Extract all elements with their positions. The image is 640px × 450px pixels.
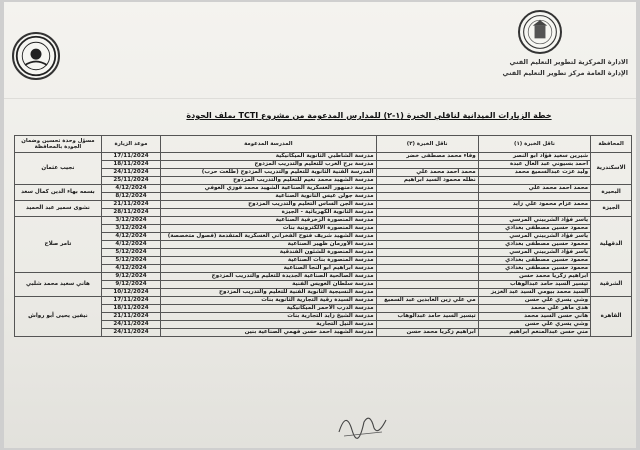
col-trainer-1: ناقل الخبرة (١) xyxy=(478,136,590,153)
table-row xyxy=(15,225,632,233)
cell-date: 8/12/2024 xyxy=(101,193,160,201)
cell-trainer-1: مني حسن عبدالمنعم ابراهيم xyxy=(478,329,590,337)
table-row xyxy=(15,281,632,289)
cell-date: 5/12/2024 xyxy=(101,249,160,257)
cell-responsible: بسمه بهاء الدين كمال سعد xyxy=(15,185,102,201)
cell-trainer-1: ابراهيم زكريا محمد حسن xyxy=(478,273,590,281)
cell-date: 18/11/2024 xyxy=(101,305,160,313)
cell-date: 24/11/2024 xyxy=(101,329,160,337)
cell-school: مدرسة جولن عيس الثانوية الصناعية xyxy=(161,193,376,201)
table-row xyxy=(15,209,632,217)
cell-school: مدرسة الشهيد احمد حسن فهمي الصناعية بنين xyxy=(161,329,376,337)
cell-school: المدرسة الفنية الثانوية للتعليم والتدريب المزدوج (طلعت حرب) xyxy=(161,169,376,177)
cell-school: مدرسة الشهيد محمد نعيم للتعليم والتدريب المزدوج xyxy=(161,177,376,185)
table-row xyxy=(15,329,632,337)
cell-trainer-2 xyxy=(376,217,478,225)
col-school: المدرسة المدعومة xyxy=(161,136,376,153)
cell-date: 4/12/2024 xyxy=(101,233,160,241)
cell-trainer-1: شيرين سعيد فؤاد أبو النصر xyxy=(478,153,590,161)
cell-trainer-1: محمود حسين مصطفى بغدادي xyxy=(478,257,590,265)
cell-date: 21/11/2024 xyxy=(101,201,160,209)
cell-trainer-2 xyxy=(376,225,478,233)
cell-trainer-2: تيسير السيد حامد عبدالوهاب xyxy=(376,313,478,321)
cell-trainer-2 xyxy=(376,241,478,249)
cell-trainer-1: وليد عزت عبدالسميع محمد xyxy=(478,169,590,177)
table-row xyxy=(15,305,632,313)
cell-date: 3/12/2024 xyxy=(101,217,160,225)
cell-responsible: تامر صلاح xyxy=(15,217,102,273)
cell-school: مدرسة ابراهيم ابو النجا الصناعية xyxy=(161,265,376,273)
cell-responsible: نشوى سمير عبد الحميد xyxy=(15,201,102,217)
cell-trainer-1: محمود حسين مصطفى بغدادي xyxy=(478,265,590,273)
signature-image xyxy=(334,402,394,442)
cell-school: مدرسة الاورمان ظهير الصناعية xyxy=(161,241,376,249)
cell-trainer-1: ياسر فؤاد الشربيني المرسي xyxy=(478,249,590,257)
page-title: خطة الزيارات الميدانية لناقلي الخبرة (١-٢) للمدارس المدعومة من مشروع TCTI بملف الجودة xyxy=(186,111,552,120)
cell-trainer-2 xyxy=(376,233,478,241)
cell-responsible: نجيب عثمان xyxy=(15,153,102,185)
cell-governorate: الاسكندرية xyxy=(591,153,632,185)
table-row xyxy=(15,265,632,273)
cell-governorate: الشرقية xyxy=(591,273,632,297)
cell-date: 25/11/2024 xyxy=(101,177,160,185)
table-row xyxy=(15,193,632,201)
cell-date: 17/11/2024 xyxy=(101,297,160,305)
cell-date: 4/12/2024 xyxy=(101,265,160,273)
cell-date: 10/12/2024 xyxy=(101,289,160,297)
ministry-emblem-icon xyxy=(518,10,562,54)
cell-trainer-1: وشي يسري علي حسن xyxy=(478,321,590,329)
cell-trainer-1 xyxy=(478,177,590,185)
cell-date: 21/11/2024 xyxy=(101,313,160,321)
cell-trainer-2 xyxy=(376,193,478,201)
cell-trainer-1: السيد محمد بيومي السيد عبد العزيز xyxy=(478,289,590,297)
cell-date: 24/11/2024 xyxy=(101,321,160,329)
cell-school: مدرسة السيدة رقية التجارية الثانوية بنات xyxy=(161,297,376,305)
table-row xyxy=(15,321,632,329)
cell-trainer-1: محمود حسين مصطفى بغدادي xyxy=(478,225,590,233)
table-row xyxy=(15,201,632,209)
table-row xyxy=(15,249,632,257)
cell-school: مدرسة الشيخ زايد التجارية بنات xyxy=(161,313,376,321)
table-row xyxy=(15,169,632,177)
table-row xyxy=(15,217,632,225)
cell-responsible: هاني سعيد محمد شلبي xyxy=(15,273,102,297)
page-fold xyxy=(4,98,636,99)
col-responsible: مسؤل وحدة تحسين وضمان الجودة بالمحافظة xyxy=(15,136,102,153)
table-row xyxy=(15,185,632,193)
table-body xyxy=(15,153,632,337)
cell-date: 4/12/2024 xyxy=(101,241,160,249)
cell-trainer-2 xyxy=(376,321,478,329)
table-row xyxy=(15,153,632,161)
cell-trainer-2: نظله محمود السيد ابراهيم xyxy=(376,177,478,185)
cell-trainer-2 xyxy=(376,185,478,193)
cell-governorate: الدقهلية xyxy=(591,217,632,273)
cell-trainer-2: وفاء محمد مصطفى خضر xyxy=(376,153,478,161)
cell-school: مدرسة الثانوية الكهربائية - الجيزة xyxy=(161,209,376,217)
visits-table xyxy=(14,135,632,337)
cell-trainer-2 xyxy=(376,281,478,289)
cell-date: 28/11/2024 xyxy=(101,209,160,217)
cell-trainer-2 xyxy=(376,201,478,209)
cell-school: مدرسة دمنهور العسكرية الصناعية الشهيد محمد فوزي العوفي xyxy=(161,185,376,193)
table-row xyxy=(15,241,632,249)
department-line-2: الإدارة العامة مركز تطوير التعليم الفني xyxy=(502,69,628,77)
cell-school: مدرسة المنصورة الالكترونية بنات xyxy=(161,225,376,233)
cell-trainer-1: هاني حسن السيد محمد xyxy=(478,313,590,321)
cell-trainer-2: محمد احمد محمد علي xyxy=(376,169,478,177)
cell-date: 18/11/2024 xyxy=(101,161,160,169)
cell-trainer-1: ياسر فؤاد الشربيني المرسي xyxy=(478,233,590,241)
cell-trainer-1: محمود حسين مصطفى بغدادي xyxy=(478,241,590,249)
center-logo-icon xyxy=(12,32,60,80)
cell-trainer-1: ياسر فؤاد الشربيني المرسي xyxy=(478,217,590,225)
cell-school: مدرسة النسيجية الثانوية الفنية للتعليم والتدريب المزدوج xyxy=(161,289,376,297)
cell-school: مدرسة الجن الساس التعليم والتدريب المزدوج xyxy=(161,201,376,209)
table-row xyxy=(15,177,632,185)
cell-date: 17/11/2024 xyxy=(101,153,160,161)
col-trainer-2: ناقل الخبرة (٢) xyxy=(376,136,478,153)
cell-date: 3/12/2024 xyxy=(101,225,160,233)
cell-school: مدرسة المنصورة الزخرفية الصناعية xyxy=(161,217,376,225)
table-row xyxy=(15,297,632,305)
cell-trainer-2 xyxy=(376,249,478,257)
table-row xyxy=(15,257,632,265)
cell-trainer-2 xyxy=(376,209,478,217)
table-row xyxy=(15,161,632,169)
cell-school: مدرسة المنصورة للشئون الفندقية xyxy=(161,249,376,257)
cell-school: مدرسة سلطان العويس الفنية xyxy=(161,281,376,289)
cell-trainer-2 xyxy=(376,265,478,273)
table-row xyxy=(15,233,632,241)
cell-trainer-2: مي علي زين العابدين عبد السميع xyxy=(376,297,478,305)
cell-date: 4/12/2024 xyxy=(101,185,160,193)
cell-school: مدرسة الدرب الأحمر الميكانيكية xyxy=(161,305,376,313)
cell-date: 9/12/2024 xyxy=(101,281,160,289)
cell-date: 5/12/2024 xyxy=(101,257,160,265)
department-line-1: الادارة المركزية لتطوير التعليم الفني xyxy=(509,58,628,66)
cell-responsible: نيفين يحيى أبو رواش xyxy=(15,297,102,337)
table-row xyxy=(15,273,632,281)
cell-trainer-2 xyxy=(376,257,478,265)
cell-governorate: القاهرة xyxy=(591,297,632,337)
cell-date: 9/12/2024 xyxy=(101,273,160,281)
cell-trainer-1 xyxy=(478,209,590,217)
col-date: موعد الزيارة xyxy=(101,136,160,153)
cell-school: مدرسة برج العرب للتعليم والتدريب المزدوج xyxy=(161,161,376,169)
cell-school: مدرسة الصالحية الصناعية الجديدة للتعليم والتدريب المزدوج xyxy=(161,273,376,281)
cell-date: 24/11/2024 xyxy=(101,169,160,177)
document-sheet xyxy=(4,2,636,448)
table-header-row xyxy=(15,136,632,153)
cell-school: مدرسة النيل التجارية xyxy=(161,321,376,329)
cell-trainer-1: احمد بسيوني عبد العال عبدة xyxy=(478,161,590,169)
cell-governorate: الجيزة xyxy=(591,201,632,217)
cell-trainer-2 xyxy=(376,289,478,297)
cell-school: مدرسة الشهيد شريف فتوح الفخراني العسكرية المتقدمة (فصول متخصصة) xyxy=(161,233,376,241)
cell-trainer-1: وشي يسري علي حسن xyxy=(478,297,590,305)
table-row xyxy=(15,313,632,321)
cell-trainer-2 xyxy=(376,305,478,313)
cell-school: مدرسة الشاطبي الثانوية الميكانيكية xyxy=(161,153,376,161)
cell-governorate: البحيرة xyxy=(591,185,632,201)
cell-trainer-2 xyxy=(376,161,478,169)
cell-trainer-1: محمد عزام محمود علي زايد xyxy=(478,201,590,209)
cell-trainer-1: محمد احمد محمد علي xyxy=(478,185,590,193)
cell-trainer-1 xyxy=(478,193,590,201)
table-row xyxy=(15,289,632,297)
cell-trainer-2: ابراهيم زكريا محمد حسن xyxy=(376,329,478,337)
cell-trainer-1: هدى ماهر علي محمد xyxy=(478,305,590,313)
cell-trainer-2 xyxy=(376,273,478,281)
cell-school: مدرسة المنصورة بنات الصناعية xyxy=(161,257,376,265)
cell-trainer-1: تيسير السيد حامد عبدالوهاب xyxy=(478,281,590,289)
col-governorate: المحافظة xyxy=(591,136,632,153)
